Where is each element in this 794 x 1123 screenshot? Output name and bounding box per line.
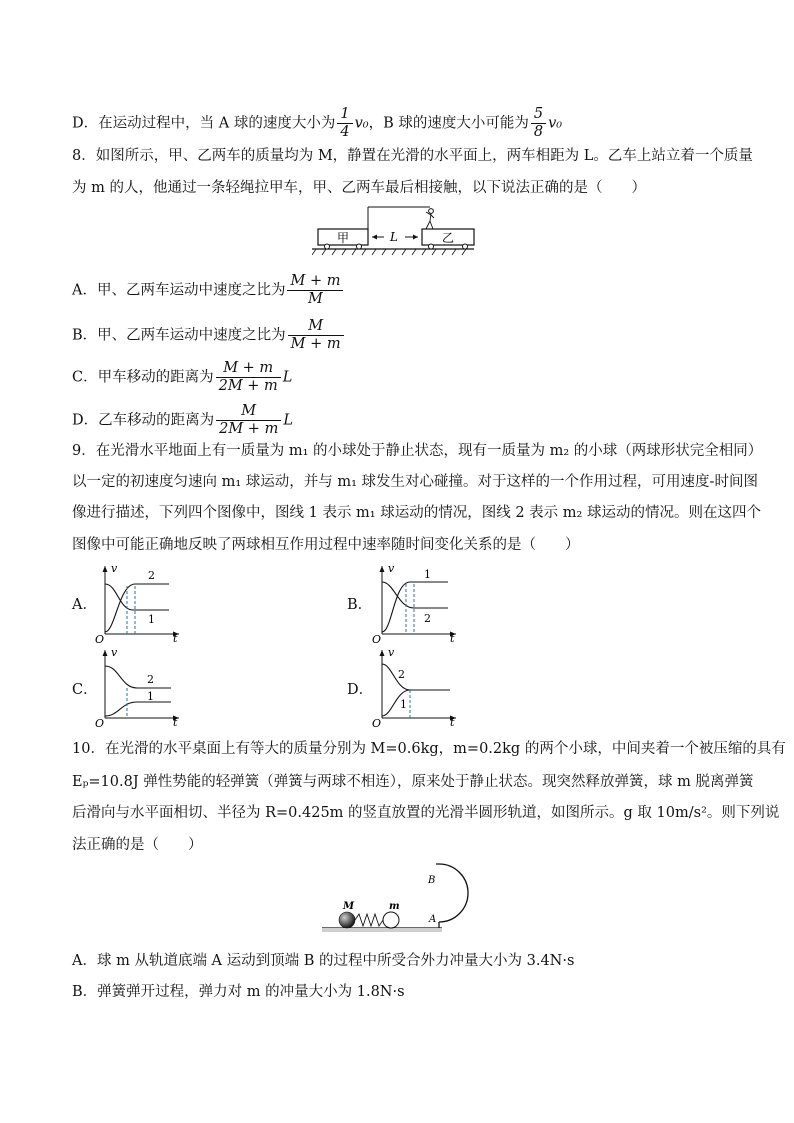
svg-text:m: m	[389, 901, 400, 912]
svg-text:2: 2	[148, 569, 155, 582]
q9-option-a-label: A．	[72, 597, 97, 613]
curve-2	[105, 666, 171, 688]
svg-text:M: M	[343, 901, 355, 912]
cart-jia-label: 甲	[336, 231, 350, 245]
svg-text:1: 1	[147, 690, 154, 703]
distance-label: L	[390, 230, 398, 244]
svg-text:O: O	[95, 717, 105, 728]
svg-text:t: t	[450, 716, 455, 728]
svg-text:1: 1	[424, 568, 431, 581]
q9-graph-b	[370, 562, 460, 644]
q9-option-c-label: C．	[72, 682, 98, 698]
person-icon	[429, 209, 434, 214]
q8-stem-line1: 8．如图所示，甲、乙两车的质量均为 M，静置在光滑的水平面上，两车相距为 L。乙车上站立着一个质量	[72, 148, 753, 164]
svg-text:v: v	[388, 562, 395, 575]
q9-stem-line3: 像进行描述，下列四个图像中，图线 1 表示 m₁ 球运动的情况，图线 2 表示 m₂ 球运动的情况。则在这四个	[72, 505, 761, 521]
svg-text:O: O	[95, 633, 105, 644]
svg-text:t: t	[450, 632, 455, 644]
q9-graph-a	[93, 562, 183, 644]
q10-stem-line3: 后滑向与水平面相切、半径为 R=0.425m 的竖直放置的光滑半圆形轨道，如图所示。g 取 10m/s²。则下列说	[72, 805, 780, 821]
svg-text:t: t	[173, 632, 178, 644]
curve-1	[105, 584, 169, 610]
q9-graph-c	[93, 646, 183, 728]
q10-spring-track-figure	[322, 858, 472, 938]
q7-d-text: D．在运动过程中，当 A 球的速度大小为	[72, 115, 336, 132]
fraction-five-eighths: $\frac{5}{8}$	[531, 106, 546, 141]
curve-1	[382, 582, 448, 632]
q8-carts-figure	[312, 205, 477, 257]
svg-text:1: 1	[400, 698, 407, 711]
q7-option-d: D．在运动过程中，当 A 球的速度大小为 $\frac{1}{4}$ v₀，B 球的速度大小可能为 $\frac{5}{8}$ v₀	[72, 106, 563, 140]
svg-text:2: 2	[398, 668, 405, 681]
cart-yi-label: 乙	[441, 231, 455, 245]
q10-stem-line1: 10．在光滑的水平桌面上有等大的质量分别为 M=0.6kg，m=0.2kg 的两个小球，中间夹着一个被压缩的具有	[72, 741, 786, 757]
q9-option-b-label: B．	[347, 597, 373, 613]
svg-text:v: v	[388, 646, 395, 659]
q10-option-b: B．弹簧弹开过程，弹力对 m 的冲量大小为 1.8N·s	[72, 984, 405, 1000]
svg-text:B: B	[428, 875, 436, 886]
spring	[355, 914, 383, 926]
q9-stem-line1: 9．在光滑水平地面上有一质量为 m₁ 的小球处于静止状态，现有一质量为 m₂ 的小球（两球形状完全相同）	[72, 443, 763, 459]
q8-stem-line2: 为 m 的人，他通过一条轻绳拉甲车，甲、乙两车最后相接触，以下说法正确的是（ ）	[72, 180, 646, 196]
q8-d-fraction: $\frac{M}{2M + m}$	[216, 403, 281, 438]
svg-text:2: 2	[147, 673, 154, 686]
q8-option-d: D．乙车移动的距离为 $\frac{M}{2M + m}$ L	[72, 403, 293, 437]
svg-text:t: t	[173, 716, 178, 728]
q8-option-a: A．甲、乙两车运动中速度之比为 $\frac{M + m}{M}$	[72, 273, 345, 308]
semicircle-track	[436, 864, 468, 928]
ball-m	[383, 912, 399, 928]
q9-option-d-label: D．	[347, 682, 374, 698]
q9-stem-line4: 图像中可能正确地反映了两球相互作用过程中速率随时间变化关系的是（ ）	[72, 537, 580, 553]
curve-1	[105, 702, 171, 716]
q10-stem-line2: Eₚ=10.8J 弹性势能的轻弹簧（弹簧与两球不相连），原来处于静止状态。现突然释放弹簧，球 m 脱离弹簧	[72, 774, 754, 790]
svg-text:1: 1	[148, 613, 155, 626]
svg-text:A: A	[429, 914, 437, 925]
svg-text:2: 2	[424, 612, 431, 625]
svg-text:v: v	[111, 646, 118, 659]
q10-stem-line4: 法正确的是（ ）	[72, 837, 203, 853]
q8-c-fraction: $\frac{M + m}{2M + m}$	[216, 360, 281, 395]
curve-2	[382, 582, 448, 608]
svg-text:O: O	[372, 633, 382, 644]
q8-option-b: B．甲、乙两车运动中速度之比为 $\frac{M}{M + m}$	[72, 318, 346, 353]
q8-option-c: C．甲车移动的距离为 $\frac{M + m}{2M + m}$ L	[72, 360, 293, 394]
svg-text:v: v	[111, 562, 118, 575]
q9-stem-line2: 以一定的初速度匀速向 m₁ 球运动，并与 m₁ 球发生对心碰撞。对于这样的一个作用过程，可用速度-时间图	[72, 474, 758, 490]
q8-b-fraction: $\frac{M}{M + m}$	[288, 318, 344, 353]
q10-option-a: A．球 m 从轨道底端 A 运动到顶端 B 的过程中所受合外力冲量大小为 3.4N·s	[72, 953, 575, 969]
svg-text:O: O	[372, 717, 382, 728]
curve-2	[382, 664, 450, 690]
fraction-one-quarter: $\frac{1}{4}$	[337, 106, 352, 141]
ball-M	[339, 912, 355, 928]
q8-a-fraction: $\frac{M + m}{M}$	[287, 273, 343, 308]
q9-graph-d	[370, 646, 460, 728]
